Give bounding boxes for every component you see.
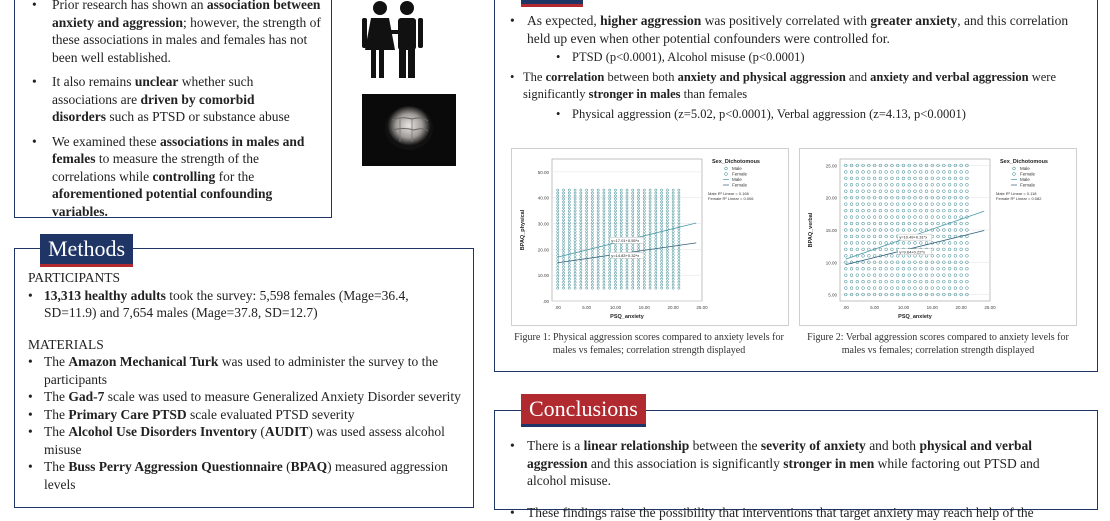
methods-header: Methods: [40, 234, 133, 267]
x-tick-label: .00: [842, 305, 849, 310]
text-segment: ) measured aggression levels: [44, 459, 448, 493]
list-item: [28, 388, 464, 406]
r2-label: Female R² Linear = 0.006: [708, 196, 754, 201]
bullet-dot: •: [510, 438, 515, 453]
legend-title: Sex_Dichotomous: [1000, 159, 1048, 165]
legend-item: Female: [732, 182, 748, 188]
x-tick-label: 10.00: [609, 305, 622, 310]
bullet-dot: •: [510, 13, 515, 28]
text-segment: and: [845, 70, 871, 85]
legend-item: Male: [1020, 177, 1030, 182]
intro-bullets: [32, 0, 322, 224]
bullet-dot: •: [32, 133, 37, 149]
fit-label: y=17.01+0.55*x: [611, 237, 640, 243]
x-tick-label: 15.00: [926, 305, 938, 310]
text-segment: to measure the strength of the correlations while: [52, 151, 259, 184]
list-item: [28, 423, 464, 458]
text-segment: while factoring out PTSD and alcohol misuse.: [527, 455, 1040, 489]
y-tick-label: .00: [542, 299, 549, 304]
list-item: [32, 73, 307, 126]
x-tick-label: 20.00: [955, 305, 967, 310]
bold-term: Gad-7: [68, 389, 105, 405]
text-segment: between both: [604, 70, 678, 85]
conclusions-b1-text: [527, 438, 1040, 488]
text-segment: There is a: [527, 438, 584, 453]
materials-list: [28, 353, 464, 493]
legend-marker: [1013, 167, 1016, 170]
bold-term: stronger in males: [588, 86, 681, 101]
x-tick-label: 15.00: [638, 305, 650, 310]
text-segment: As expected,: [527, 13, 601, 28]
list-item: [28, 458, 464, 493]
participants-count: 13,313 healthy adults: [44, 287, 166, 303]
methods-body: [28, 269, 464, 494]
fist-photo: [362, 94, 456, 166]
text-segment: between the: [689, 438, 761, 453]
legend-marker: [725, 167, 728, 170]
y-tick-label: 30.00: [537, 221, 549, 227]
intro-b3-text: [52, 134, 304, 219]
text-segment: ) was used assess alcohol misuse: [44, 424, 445, 457]
text-segment: The: [44, 354, 69, 370]
bold-term: correlation: [545, 70, 605, 85]
bold-term: aforementioned potential confounding variables.: [52, 186, 273, 220]
text-segment: ; however, the strength of these associations in males and females has not been well established.: [52, 14, 321, 65]
list-item: [32, 0, 322, 66]
text-segment: (: [257, 424, 265, 440]
bullet-dot: •: [28, 459, 33, 475]
r2-label: Male R² Linear = 0.118: [996, 191, 1037, 196]
text-segment: The: [44, 406, 69, 422]
bold-term: Primary Care PTSD: [68, 406, 187, 422]
text-segment: scale evaluated PTSD severity: [186, 406, 355, 422]
legend-marker: [1013, 173, 1016, 176]
legend-item: Female: [732, 171, 748, 177]
conclusions-b2-text: These findings raise the possibility that interventions that target anxiety may reach help of the: [527, 504, 1034, 520]
text-segment: scale was used to measure Generalized Anxiety Disorder severity: [104, 389, 461, 405]
legend-title: Sex_Dichotomous: [712, 159, 760, 165]
bold-term: Buss Perry Aggression Questionnaire: [68, 459, 283, 475]
conclusions-header: Conclusions: [521, 394, 646, 427]
bold-term: severity of anxiety: [760, 438, 866, 453]
legend-item: Male: [1020, 166, 1030, 171]
y-tick-label: 10.00: [537, 273, 549, 279]
fit-label: y=10.49+0.31*x: [899, 234, 928, 240]
figure-1-chart: [511, 148, 789, 326]
bold-term: driven by comorbid disorders: [52, 91, 255, 125]
y-tick-label: 5.00: [828, 292, 837, 298]
x-tick-label: 5.00: [582, 305, 591, 310]
y-tick-label: 15.00: [825, 228, 837, 233]
figure-2-chart: [799, 148, 1077, 326]
legend-item: Female: [1020, 171, 1036, 177]
conclusions-body: [510, 437, 1070, 521]
bullet-dot: •: [28, 389, 33, 405]
bold-term: physical and verbal aggression: [527, 438, 1032, 471]
text-segment: whether such associations are: [52, 74, 254, 107]
text-segment: were significantly: [523, 70, 1056, 101]
x-axis-label: PSQ_anxiety: [610, 314, 644, 320]
legend-item: Male: [732, 177, 742, 182]
text-segment: , and this correlation held up even when other potential confounders were controlled for.: [527, 13, 1069, 46]
bold-term: stronger in men: [783, 455, 875, 471]
x-tick-label: 25.00: [984, 305, 996, 310]
results-b1-sub: [510, 49, 1085, 65]
text-segment: It also remains: [52, 74, 135, 90]
bullet-dot: •: [32, 74, 37, 90]
text-segment: was positively correlated with: [701, 13, 871, 28]
text-segment: Prior research has shown an: [52, 0, 207, 12]
bullet-dot: •: [28, 406, 33, 422]
material-4: [44, 424, 445, 457]
conclusions-b1: [510, 437, 1070, 490]
fit-label: y=14.83+0.32*x: [611, 252, 640, 258]
participants-line: [28, 287, 464, 322]
text-segment: and both: [865, 438, 920, 453]
bold-term: Alcohol Use Disorders Inventory: [68, 424, 257, 440]
results-b2-text: [523, 70, 1056, 100]
text-segment: than females: [680, 86, 748, 101]
bullet-dot: •: [556, 106, 561, 121]
bullet-dot: •: [28, 354, 33, 370]
bold-term: association between anxiety and aggression: [52, 0, 321, 30]
text-segment: The: [44, 389, 69, 405]
bold-term: Amazon Mechanical Turk: [68, 354, 219, 370]
material-5: [44, 459, 448, 492]
materials-heading: MATERIALS: [28, 336, 104, 352]
bullet-dot: •: [556, 50, 561, 65]
bold-term: BPAQ: [290, 459, 328, 475]
y-tick-label: 20.00: [537, 247, 549, 253]
bullet-dot: •: [28, 287, 33, 303]
bold-term: controlling: [152, 168, 216, 184]
x-tick-label: 10.00: [897, 305, 910, 310]
fit-label: y=9.64+0.22*x: [899, 249, 926, 255]
bullet-dot: •: [510, 504, 515, 520]
x-axis-label: PSQ_anxiety: [898, 314, 932, 320]
text-segment: The: [523, 70, 546, 85]
bullet-dot: •: [32, 0, 37, 12]
list-item: [28, 353, 464, 388]
legend-marker: [725, 173, 728, 176]
list-item: [32, 133, 307, 221]
results-b2: [510, 69, 1085, 102]
y-tick-label: 25.00: [825, 163, 837, 169]
bullet-dot: •: [28, 424, 33, 440]
text-segment: We examined these: [52, 133, 160, 149]
legend-item: Male: [732, 166, 742, 171]
material-1: [44, 354, 438, 387]
y-tick-label: 40.00: [537, 195, 549, 201]
text-segment: was used to administer the survey to the participants: [44, 354, 439, 387]
bullet-dot: •: [510, 70, 515, 85]
results-b1-sub-text: PTSD (p<0.0001), Alcohol misuse (p<0.0001): [572, 50, 805, 65]
bold-term: anxiety and physical aggression: [677, 70, 846, 85]
intro-list: [32, 0, 322, 221]
material-3: [44, 407, 355, 422]
results-body: [510, 12, 1085, 122]
y-tick-label: 50.00: [537, 169, 549, 175]
r2-label: Male R² Linear = 0.166: [708, 191, 749, 196]
y-axis-label: BPAQ_physical: [520, 209, 526, 251]
y-axis-label: BPAQ_verbal: [808, 212, 814, 248]
bold-term: anxiety and verbal aggression: [870, 70, 1029, 85]
x-tick-label: 5.00: [870, 305, 879, 310]
y-tick-label: 10.00: [825, 260, 837, 266]
bold-term: AUDIT: [264, 424, 309, 440]
bold-term: greater anxiety: [870, 13, 958, 28]
bold-term: associations in males and females: [52, 133, 305, 167]
figure-1-caption: Figure 1: Physical aggression scores compared to anxiety levels for males vs females; correlation strength displayed: [514, 332, 784, 356]
couple-icon: [360, 0, 426, 80]
results-b2-sub: [510, 106, 1085, 122]
text-segment: The: [44, 459, 69, 475]
intro-b1-text: [52, 0, 321, 65]
x-tick-label: 20.00: [667, 305, 679, 310]
y-tick-label: 20.00: [825, 195, 837, 201]
results-b1: [510, 12, 1085, 47]
x-tick-label: 25.00: [696, 305, 708, 310]
intro-b2-text: [52, 74, 290, 124]
participants-heading: PARTICIPANTS: [28, 270, 120, 285]
text-segment: such as PTSD or substance abuse: [106, 109, 290, 125]
list-item: [28, 406, 464, 424]
text-segment: (: [282, 459, 291, 475]
legend-item: Female: [1020, 182, 1036, 188]
material-2: [44, 389, 461, 404]
figure-2-caption: Figure 2: Verbal aggression scores compared to anxiety levels for males vs females; correlation strength displayed: [807, 332, 1069, 356]
bold-term: higher aggression: [600, 13, 702, 28]
bold-term: linear relationship: [583, 438, 690, 453]
participants-text: took the survey: 5,598 females (Mage=36.4, SD=11.9) and 7,654 males (Mage=37.8, SD=12.7): [44, 287, 409, 321]
text-segment: for the: [215, 168, 255, 184]
text-segment: The: [44, 424, 69, 440]
text-segment: and this association is significantly: [587, 455, 784, 471]
conclusions-b2: [510, 504, 1070, 521]
bold-term: unclear: [134, 74, 179, 90]
r2-label: Female R² Linear = 0.082: [996, 196, 1042, 201]
results-header-tab: [521, 0, 583, 7]
x-tick-label: .00: [554, 305, 561, 310]
results-b1-text: [527, 13, 1068, 46]
results-b2-sub-text: Physical aggression (z=5.02, p<0.0001), Verbal aggression (z=4.13, p<0.0001): [572, 106, 966, 121]
